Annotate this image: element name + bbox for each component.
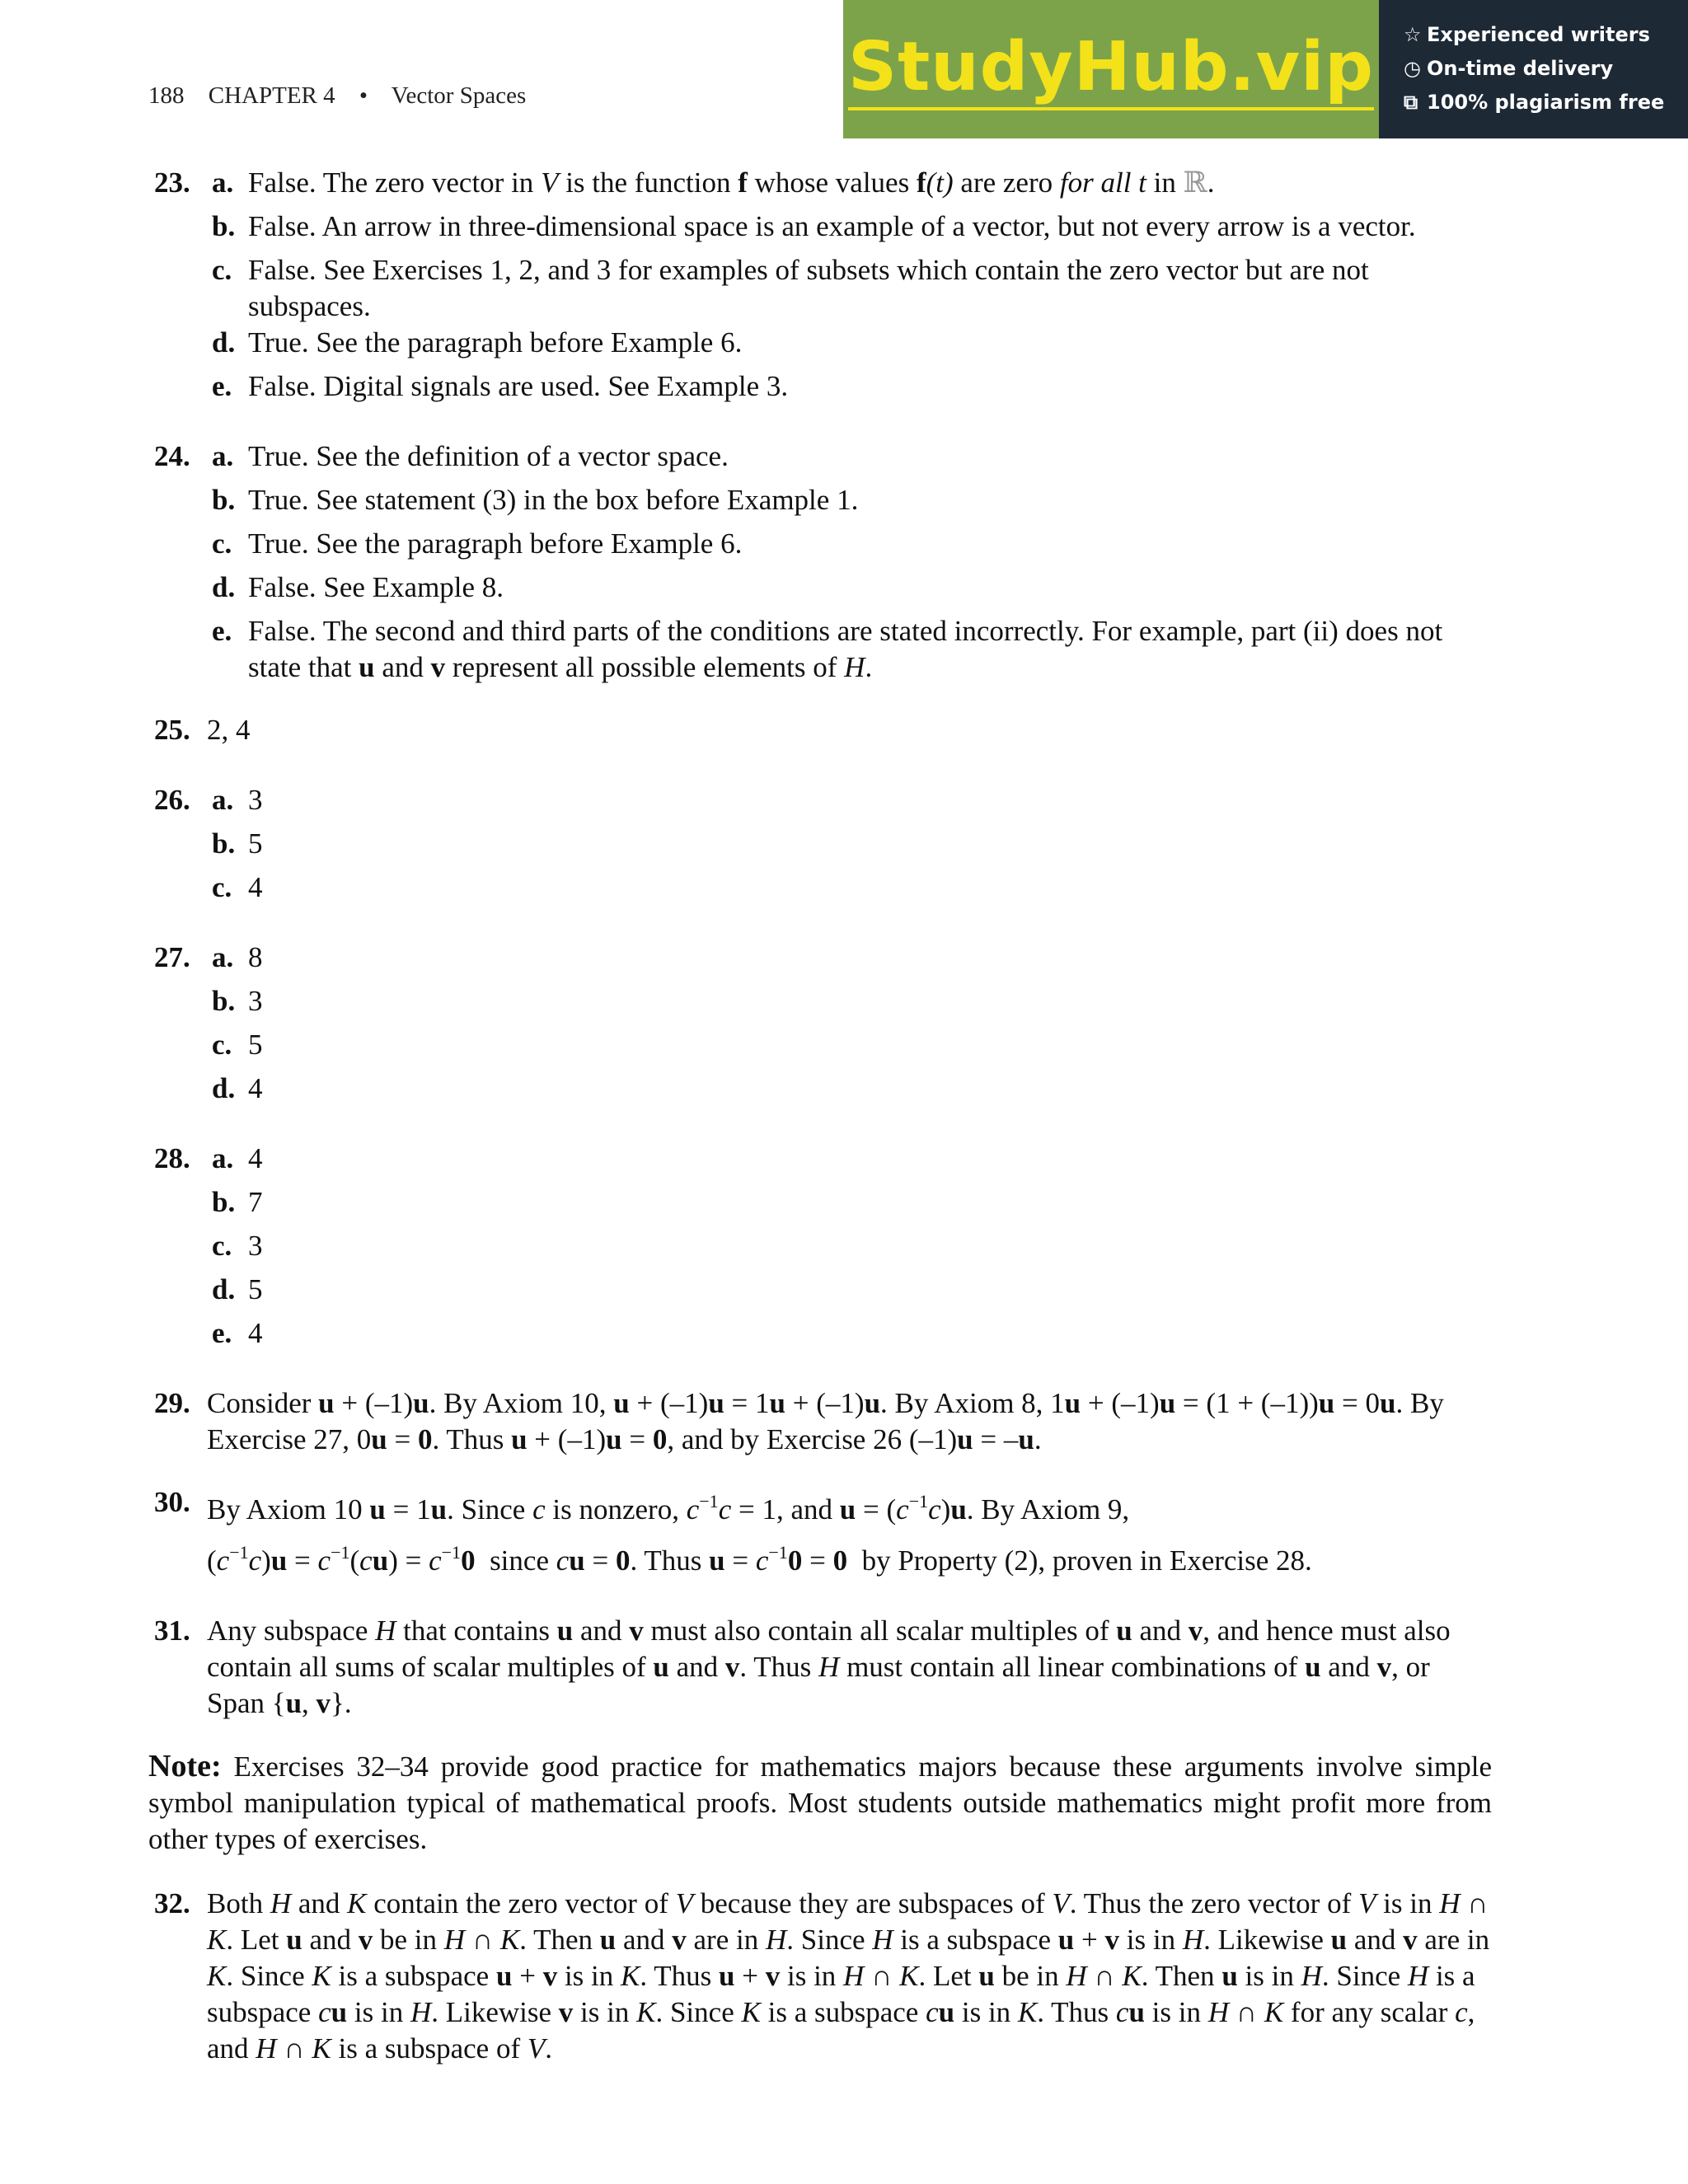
exercise-number: 31. xyxy=(154,1615,190,1647)
part-letter: d. xyxy=(212,571,236,603)
part-letter: c. xyxy=(212,527,232,560)
answer-text: 2, 4 xyxy=(207,714,251,746)
part-letter: a. xyxy=(212,440,234,472)
answer-24e: e. False. The second and third parts of the conditions are stated incorrectly. For example, part (ii) does not state that u and v represent all possible elements of H. xyxy=(212,615,1443,683)
answer-text: By Axiom 10 u = 1u. Since c is nonzero, $c^{-1}c = 1$, and $u = (c^{-1}c)u$. By Axiom 9, $(c^{-1}c)u = c^{-1}(cu) = c^{-1}0$ since cu = 0. Thus $u = c^{-1}0 = 0$ by Property (2), proven in Exercise 28. xyxy=(207,1491,1312,1577)
answer-text: Any subspace H that contains u and v must also contain all scalar multiples of u and v, and hence must also contain all sums of scalar multiples of u and v. Thus H must contain all linear combinations of u and v, or Span {u, v}. xyxy=(207,1615,1451,1719)
note-paragraph xyxy=(148,1748,1492,1858)
star-outline-icon: ☆ xyxy=(1404,23,1422,46)
exercise-27: 27. a. 8 b. 3 c. 5 d. 4 xyxy=(154,941,263,1104)
part-letter: e. xyxy=(212,370,232,402)
banner-features-panel xyxy=(1379,0,1688,138)
answer-text: True. See the paragraph before Example 6. xyxy=(248,527,743,560)
exercise-31 xyxy=(0,1613,1688,1722)
feature-plagiarism-free xyxy=(1404,86,1688,120)
part-letter: c. xyxy=(212,254,232,286)
exercise-28: 28. a. 4 b. 7 c. 3 d. 5 e. 4 xyxy=(154,1142,263,1349)
studyhub-banner[interactable] xyxy=(843,0,1688,138)
exercise-25 xyxy=(0,712,1688,756)
chapter-label: CHAPTER 4 xyxy=(208,82,335,109)
exercise-number: 24. xyxy=(154,440,190,472)
page-header xyxy=(148,77,544,114)
note-label: Note: xyxy=(148,1749,222,1783)
page-content xyxy=(0,165,1688,2093)
part-letter: a. xyxy=(212,166,234,199)
answer-24b xyxy=(0,482,1688,526)
part-letter: e. xyxy=(212,615,232,647)
exercise-number: 25. xyxy=(154,714,190,746)
part-letter: d. xyxy=(212,326,236,359)
feature-label: On-time delivery xyxy=(1427,57,1614,80)
feature-label: 100% plagiarism free xyxy=(1427,91,1665,114)
exercise-30 xyxy=(0,1484,1688,1586)
answer-24c xyxy=(0,526,1688,569)
exercise-29 xyxy=(0,1385,1688,1458)
answer-text: Both H and K contain the zero vector of V because they are subspaces of V. Thus the zero vector of V is in H ∩ K. Let u and v be in H ∩ K. Then u and v are in H. Since H is a subspace u + v is in H. Likewise u and v are in K. Since K is a subspace u + v is in K. Thus u + v is in H ∩ K. Let u be in H ∩ K. Then u is in H. Since H is a subspace cu is in H. Likewise v is in K. Since K is a subspace cu is in K. Thus cu is in H ∩ K for any scalar c, and H ∩ K is a subspace of V. xyxy=(207,1887,1490,2064)
answer-text: True. See the definition of a vector space. xyxy=(248,440,729,472)
answer-24d xyxy=(0,569,1688,613)
exercise-number: 29. xyxy=(154,1387,190,1419)
note-text: Exercises 32–34 provide good practice for mathematics majors because these arguments involve simple symbol manipulation typical of mathematical proofs. Most students outside mathematics might profit more from other types of exercises. xyxy=(148,1750,1493,1855)
answer-24a xyxy=(0,438,1688,482)
feature-label: Experienced writers xyxy=(1427,23,1650,46)
feature-experienced-writers xyxy=(1404,18,1688,52)
section-title: Vector Spaces xyxy=(391,82,527,109)
answer-23a: 23. a. False. The zero vector in V is the function f whose values f(t) are zero for all t in ℝ. xyxy=(0,165,1688,209)
part-letter: b. xyxy=(212,484,236,516)
feature-on-time-delivery xyxy=(1404,52,1688,86)
answer-text: False. See Exercises 1, 2, and 3 for examples of subsets which contain the zero vector but are not subspaces. xyxy=(248,254,1369,322)
exercise-32 xyxy=(0,1886,1688,2067)
answer-text: Consider u + (–1)u. By Axiom 10, u + (–1)u = 1u + (–1)u. By Axiom 8, 1u + (–1)u = (1 + (–1))u = 0u. By Exercise 27, 0u = 0. Thus u + (–1)u = 0, and by Exercise 26 (–1)u = –u. xyxy=(207,1387,1444,1455)
exercise-number: 32. xyxy=(154,1887,190,1919)
answer-text: False. Digital signals are used. See Example 3. xyxy=(248,370,789,402)
copy-document-icon: ⧉ xyxy=(1404,91,1418,114)
clock-icon: ◷ xyxy=(1404,57,1421,80)
part-letter: b. xyxy=(212,210,236,242)
exercise-number: 30. xyxy=(154,1486,190,1518)
answer-text: True. See statement (3) in the box before Example 1. xyxy=(248,484,859,516)
answer-23d xyxy=(0,325,1688,368)
exercise-number: 23. xyxy=(154,166,190,199)
answer-23c xyxy=(0,252,1688,325)
exercise-23 xyxy=(0,165,1688,412)
answer-23e xyxy=(0,368,1688,412)
answer-text: False. An arrow in three-dimensional space is an example of a vector, but not every arrow is a vector. xyxy=(248,210,1416,242)
answer-23b xyxy=(0,209,1688,252)
answer-text: False. See Example 8. xyxy=(248,571,504,603)
banner-logo-panel[interactable] xyxy=(843,0,1379,138)
answer-text: True. See the paragraph before Example 6. xyxy=(248,326,743,359)
exercise-26: 26. a. 3 b. 5 c. 4 xyxy=(154,784,263,903)
page-number: 188 xyxy=(148,82,185,109)
header-bullet: • xyxy=(359,82,368,109)
studyhub-logo[interactable]: StudyHub.vip xyxy=(848,28,1374,110)
exercise-24 xyxy=(0,438,1688,686)
